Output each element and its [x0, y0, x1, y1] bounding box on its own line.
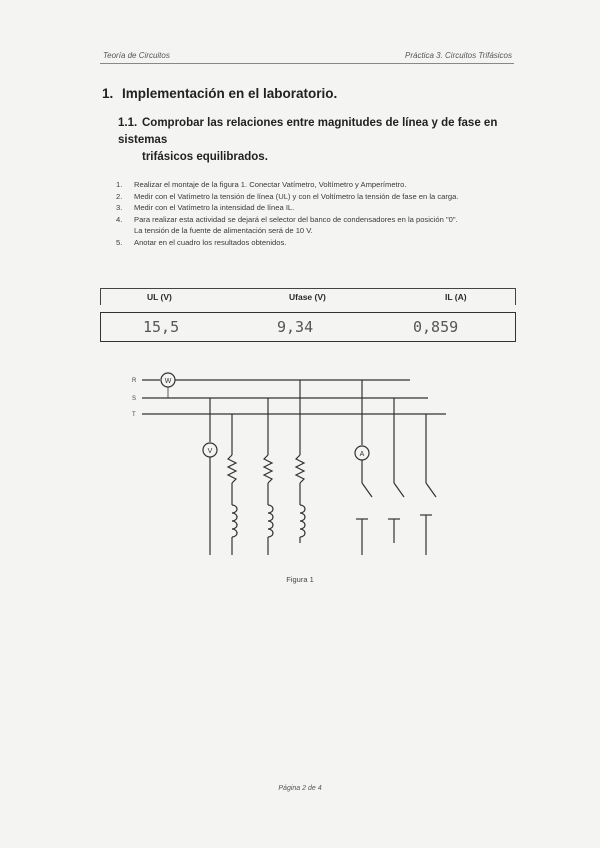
subsection-title-line2: trifásicos equilibrados. — [142, 151, 268, 163]
step-number: 1. — [116, 180, 123, 189]
phase-label-t: T — [132, 412, 136, 418]
voltmeter-symbol: V — [207, 448, 213, 455]
load-1-inductor-icon — [232, 505, 237, 537]
step-text: Para realizar esta actividad se dejará el selector del banco de condensadores en la posición "0". — [134, 214, 458, 224]
list-item — [116, 225, 536, 237]
phase-label-r: R — [132, 378, 137, 384]
figure-caption: Figura 1 — [286, 575, 314, 584]
value-line-voltage: 15,5 — [143, 318, 180, 336]
subsection-heading — [118, 115, 528, 166]
load-2-resistor-icon — [264, 455, 272, 483]
step-number: 4. — [116, 214, 123, 224]
circuit-diagram — [120, 365, 450, 565]
header-left: Teoría de Circuitos — [103, 51, 170, 60]
section-title: Implementación en el laboratorio. — [122, 86, 338, 101]
header-rule — [100, 63, 514, 64]
header-right: Práctica 3. Circuitos Trifásicos — [405, 51, 512, 60]
switch-1-icon — [362, 483, 372, 497]
step-text: Medir con el Vatímetro la intensidad de línea IL. — [134, 203, 295, 213]
step-text: Realizar el montaje de la figura 1. Conectar Vatímetro, Voltímetro y Amperímetro. — [134, 180, 407, 189]
header-line-current: IL (A) — [445, 292, 467, 302]
ammeter-symbol: A — [359, 451, 365, 458]
wattmeter-symbol: W — [164, 378, 172, 385]
header-line-voltage: UL (V) — [147, 292, 172, 302]
step-number: 5. — [116, 237, 123, 247]
header-phase-voltage: Ufase (V) — [289, 292, 326, 302]
procedure-list — [116, 179, 536, 249]
list-item — [116, 214, 536, 226]
step-text: Anotar en el cuadro los resultados obtenidos. — [134, 237, 287, 247]
table-header — [100, 288, 516, 305]
list-item — [116, 179, 536, 191]
switch-2-icon — [394, 483, 404, 497]
step-text: La tensión de la fuente de alimentación será de 10 V. — [134, 226, 313, 236]
value-line-current: 0,859 — [413, 318, 459, 336]
section-heading — [102, 86, 337, 101]
load-3-inductor-icon — [300, 505, 305, 537]
subsection-title-line1: Comprobar las relaciones entre magnitudes de línea y de fase en sistemas — [118, 117, 498, 146]
load-3-resistor-icon — [296, 455, 304, 483]
value-phase-voltage: 9,34 — [277, 318, 314, 336]
results-table — [100, 288, 516, 342]
load-1-resistor-icon — [228, 455, 236, 483]
subsection-number: 1.1. — [118, 117, 138, 129]
page-footer: Página 2 de 4 — [278, 785, 322, 792]
section-number: 1. — [102, 86, 114, 101]
load-2-inductor-icon — [268, 505, 273, 537]
step-number: 2. — [116, 191, 123, 201]
step-text: Medir con el Vatímetro la tensión de línea (UL) y con el Voltímetro la tensión de fase en la carga. — [134, 191, 459, 201]
switch-3-icon — [426, 483, 436, 497]
list-item — [116, 202, 536, 214]
table-row — [100, 312, 516, 342]
phase-label-s: S — [132, 396, 137, 402]
list-item — [116, 191, 536, 203]
list-item — [116, 237, 536, 249]
step-number: 3. — [116, 203, 123, 213]
